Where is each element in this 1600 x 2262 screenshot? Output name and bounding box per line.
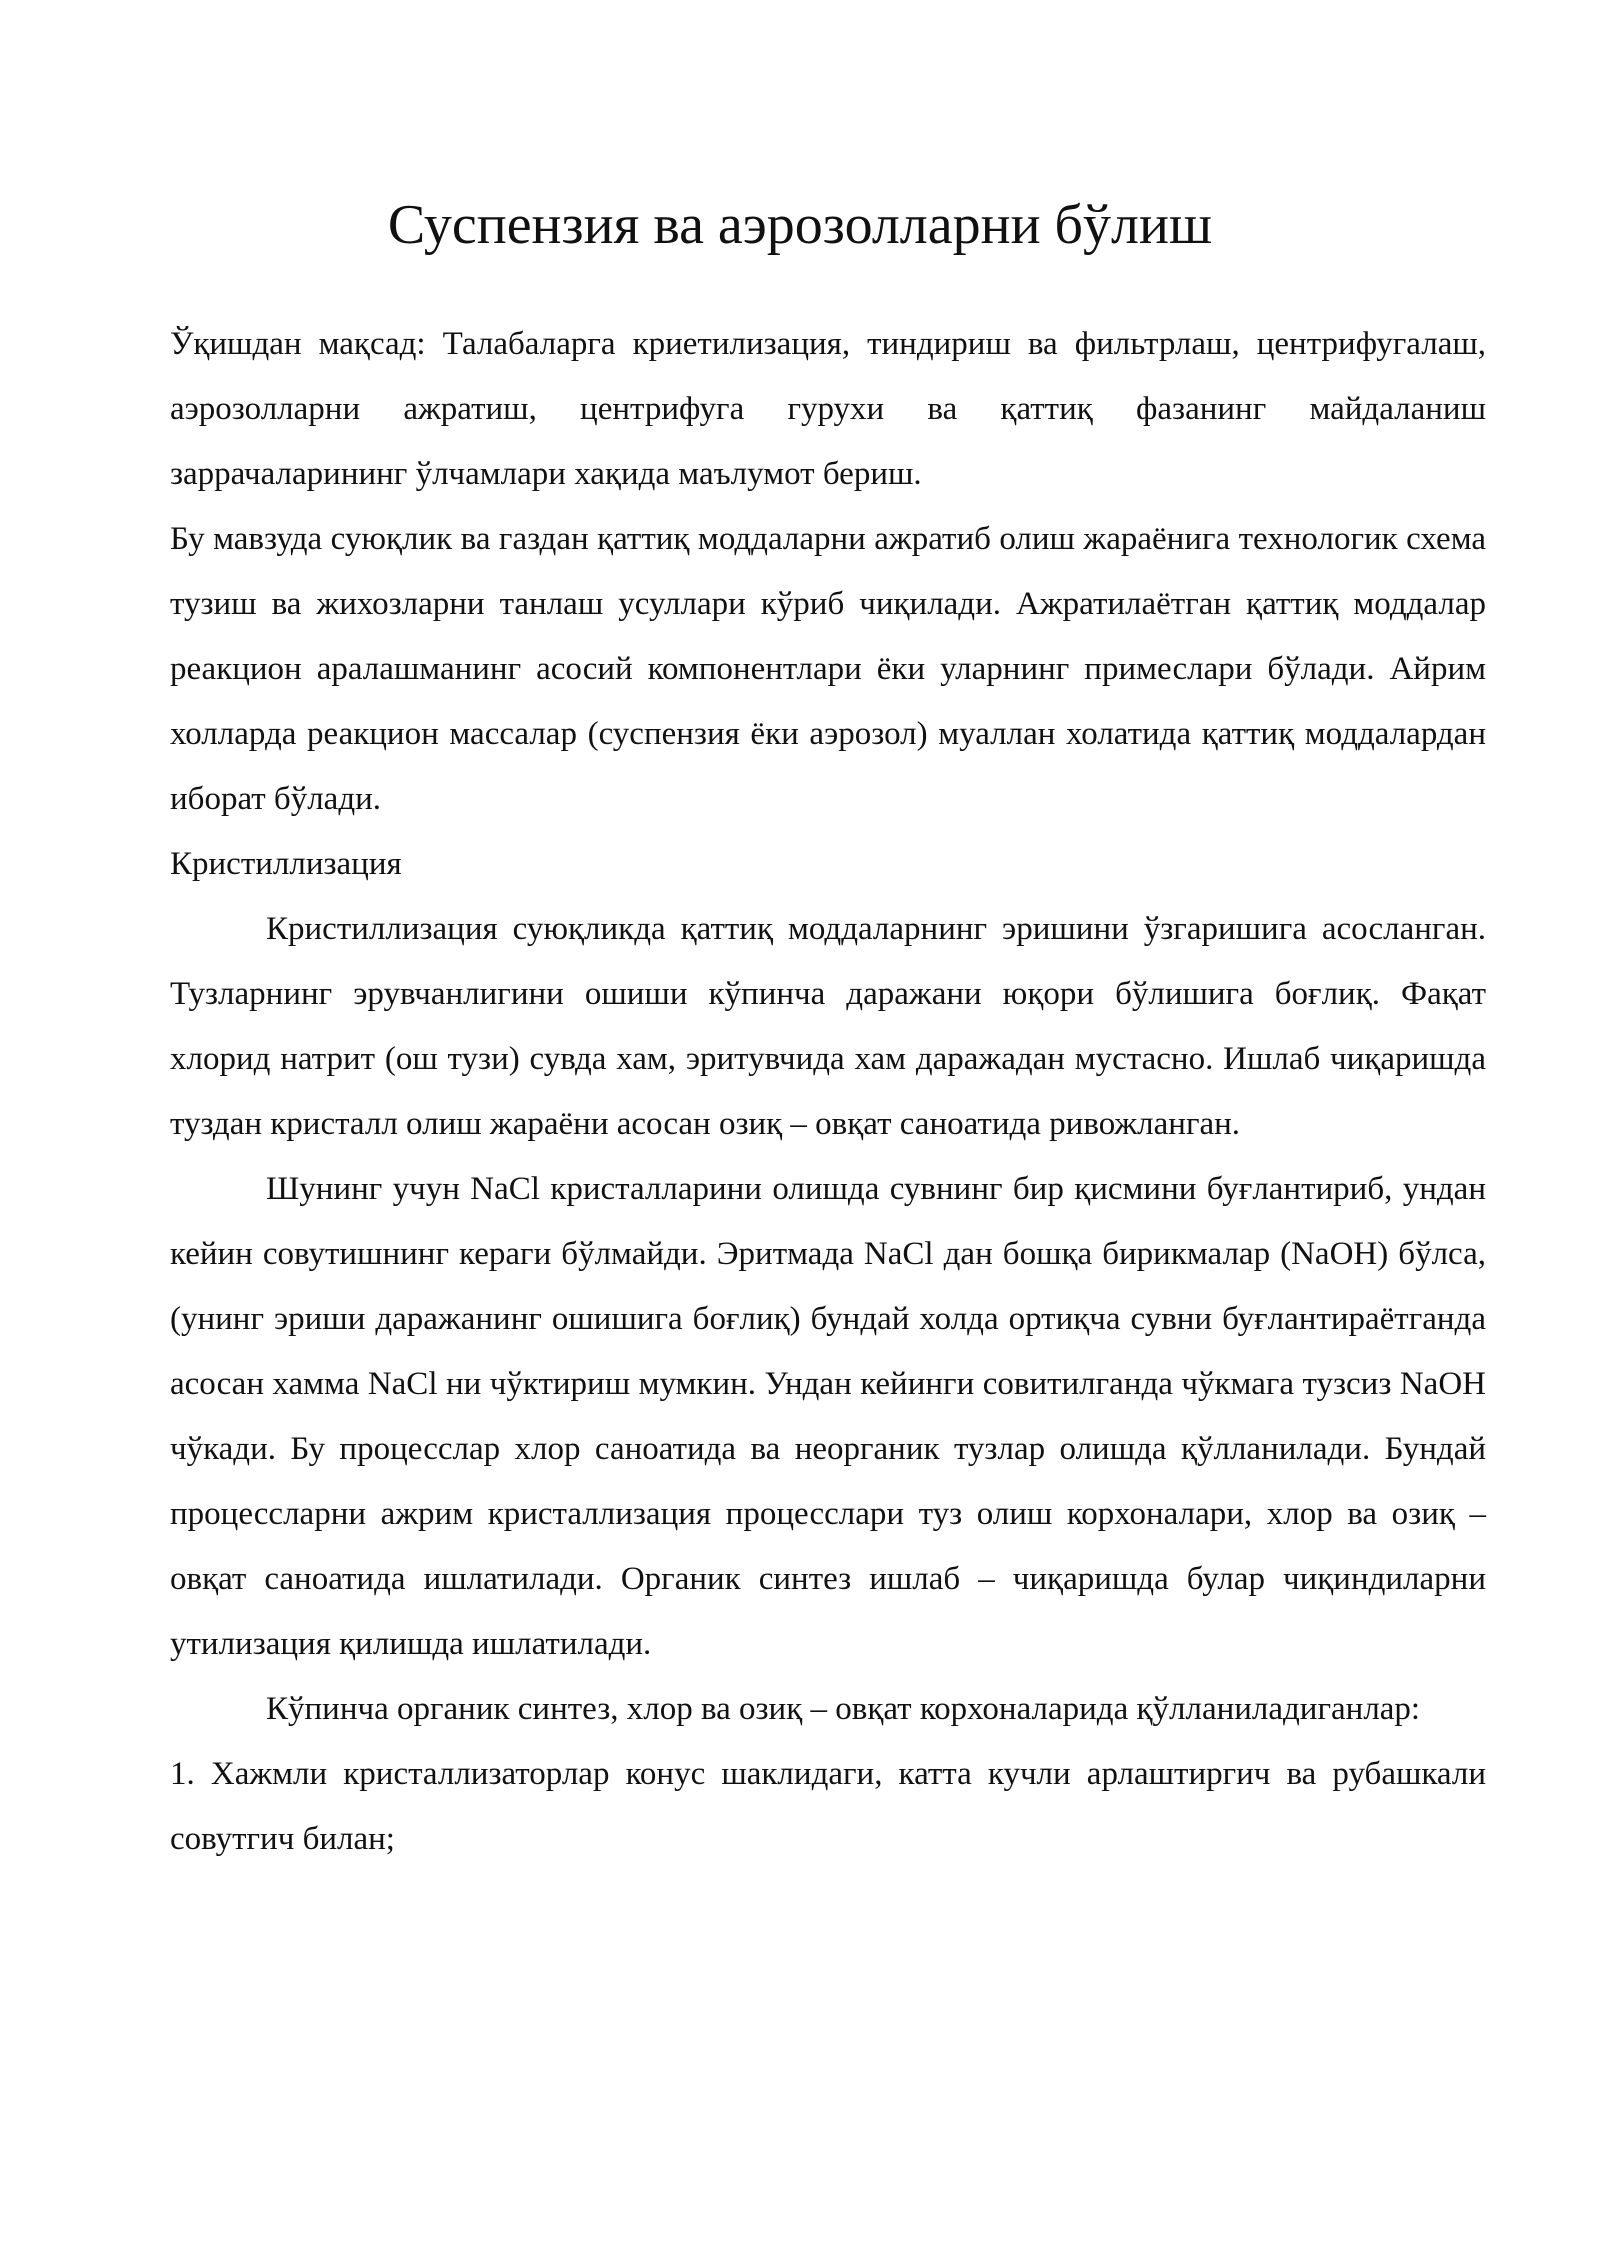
intro-paragraph: Бу мавзуда суюқлик ва газдан қаттиқ моддаларни ажратиб олиш жараёнига технологик схема тузиш ва жихозларни танлаш усуллари кўриб чиқилади. Ажратилаётган қаттиқ моддалар реакцион аралашманинг асосий компонентлари ёки уларнинг примеслари бўлади. Айрим холларда реакцион массалар (суспензия ёки аэрозол) муаллан холатида қаттиқ моддалардан иборат бўлади. <box>170 521 1486 817</box>
document-title: Суспензия ва аэрозолларни бўлиш <box>387 194 1213 256</box>
document-body <box>170 312 1486 1872</box>
crystallization-paragraph: Кристиллизация суюқликда қаттиқ моддаларнинг эришини ўзгаришига асосланган. Тузларнинг эрувчанлигини ошиши кўпинча даражани юқори бўлишига боғлиқ. Фақат хлорид натрит (ош тузи) сувда хам, эритувчида хам даражадан мустасно. Ишлаб чиқаришда туздан кристалл олиш жараёни асосан озиқ – овқат саноатида ривожланган. <box>170 911 1486 1142</box>
list-item-1: 1. Хажмли кристаллизаторлар конус шаклидаги, катта кучли арлаштиргич ва рубашкали совутгич билан; <box>170 1756 1486 1857</box>
objective-paragraph: Ўқишдан мақсад: Талабаларга криетилизация, тиндириш ва фильтрлаш, центрифугалаш, аэрозолларни ажратиш, центрифуга гурухи ва қаттиқ фазанинг майдаланиш заррачаларининг ўлчамлари хақида маълумот бериш. <box>170 326 1486 492</box>
usage-intro-paragraph: Кўпинча органик синтез, хлор ва озиқ – овқат корхоналарида қўлланиладиганлар: <box>266 1691 1421 1727</box>
nacl-paragraph: Шунинг учун NaCl кристалларини олишда сувнинг бир қисмини буғлантириб, ундан кейин совутишнинг кераги бўлмайди. Эритмада NaCl дан бошқа бирикмалар (NaOH) бўлса, (унинг эриши даражанинг ошишига боғлиқ) бундай холда ортиқча сувни буғлантираётганда асосан хамма NaCl ни чўктириш мумкин. Ундан кейинги совитилганда чўкмага тузсиз NaOH чўкади. Бу процесслар хлор саноатида ва неорганик тузлар олишда қўлланилади. Бундай процессларни ажрим кристаллизация процесслари туз олиш корхоналари, хлор ва озиқ – овқат саноатида ишлатилади. Органик синтез ишлаб – чиқаришда булар чиқиндиларни утилизация қилишда ишлатилади. <box>170 1171 1486 1662</box>
section-heading-crystallization: Кристиллизация <box>170 846 402 882</box>
